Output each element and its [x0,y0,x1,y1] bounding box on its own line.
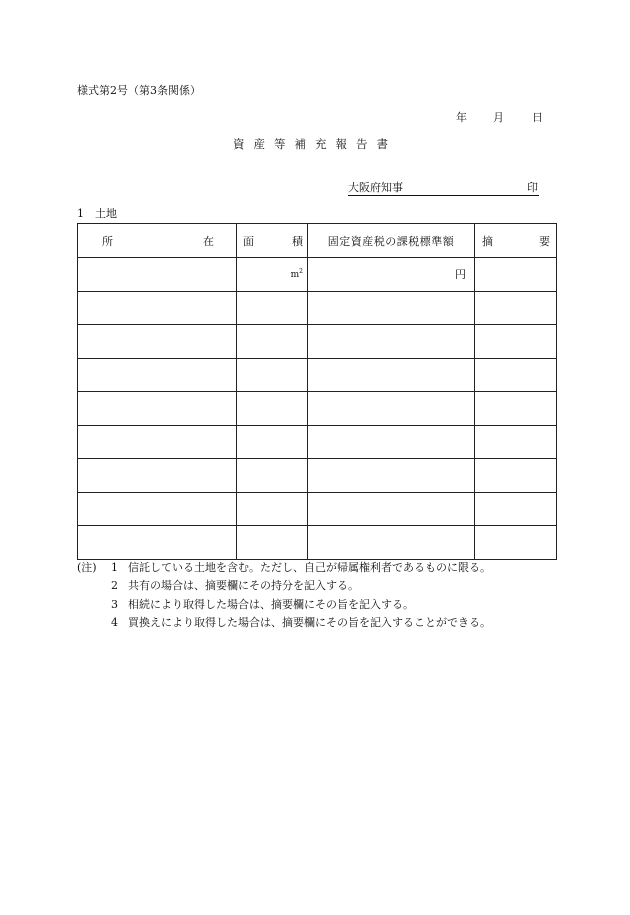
land-table [77,223,557,560]
addressee-name: 大阪府知事 [348,181,403,194]
remarks-cell[interactable] [475,392,557,426]
header-tax-base: 固定資産税の課税標準額 [308,224,475,258]
table-row [78,526,557,560]
area-cell[interactable] [237,358,308,392]
tax-base-cell[interactable] [308,492,475,526]
location-cell[interactable] [78,526,237,560]
table-row [78,392,557,426]
area-cell[interactable] [237,392,308,426]
header-remarks: 摘 要 [475,224,557,258]
remarks-cell[interactable] [475,425,557,459]
area-cell[interactable] [237,492,308,526]
location-cell[interactable] [78,291,237,325]
area-unit: m [290,270,300,281]
tax-base-cell[interactable] [308,325,475,359]
note-number: 4 [111,615,118,629]
document-title: 資産等補充報告書 [233,137,397,151]
area-cell[interactable] [237,425,308,459]
header-location: 所 在 [78,224,237,258]
addressee-line [348,181,539,196]
table-row [78,425,557,459]
location-cell[interactable] [78,425,237,459]
section-title: 土地 [95,207,117,220]
form-number: 様式第2号（第3条関係） [77,84,201,97]
location-cell[interactable] [78,492,237,526]
table-row [78,492,557,526]
tax-base-cell[interactable] [308,526,475,560]
tax-base-cell[interactable] [308,258,475,292]
table-row [78,358,557,392]
table-row [78,459,557,493]
table-row [78,325,557,359]
section-number: 1 [77,207,84,220]
location-cell[interactable] [78,392,237,426]
date-month: 月 [493,111,504,124]
tax-base-cell[interactable] [308,392,475,426]
location-cell[interactable] [78,325,237,359]
note-number: 3 [111,597,118,611]
remarks-cell[interactable] [475,291,557,325]
tax-base-cell[interactable] [308,358,475,392]
seal-mark: 印 [527,181,538,194]
note-text: 信託している土地を含む。ただし、自己が帰属権利者であるものに限る。 [128,561,491,574]
date-line [456,111,543,125]
table-row [78,258,557,292]
note-text: 相続により取得した場合は、摘要欄にその旨を記入する。 [128,597,414,611]
tax-base-cell[interactable] [308,459,475,493]
tax-base-cell[interactable] [308,425,475,459]
table-header-row [78,224,557,258]
date-year: 年 [456,111,467,124]
note-number: 2 [111,579,118,593]
date-day: 日 [532,111,543,124]
area-cell[interactable] [237,291,308,325]
notes-label: (注) [77,561,97,574]
location-cell[interactable] [78,459,237,493]
remarks-cell[interactable] [475,526,557,560]
note-text: 買換えにより取得した場合は、摘要欄にその旨を記入することができる。 [128,615,491,629]
tax-base-cell[interactable] [308,291,475,325]
note-number: 1 [111,561,118,574]
area-cell[interactable] [237,526,308,560]
area-cell[interactable] [237,459,308,493]
location-cell[interactable] [78,358,237,392]
location-cell[interactable] [78,258,237,292]
remarks-cell[interactable] [475,258,557,292]
area-cell[interactable] [237,325,308,359]
area-cell[interactable] [237,258,308,292]
area-unit-sup: 2 [299,268,303,276]
section-heading [77,207,117,221]
table-row [78,291,557,325]
remarks-cell[interactable] [475,325,557,359]
yen-unit: 円 [455,268,466,282]
remarks-cell[interactable] [475,358,557,392]
remarks-cell[interactable] [475,492,557,526]
header-area: 面 積 [237,224,308,258]
remarks-cell[interactable] [475,459,557,493]
note-text: 共有の場合は、摘要欄にその持分を記入する。 [128,579,359,593]
